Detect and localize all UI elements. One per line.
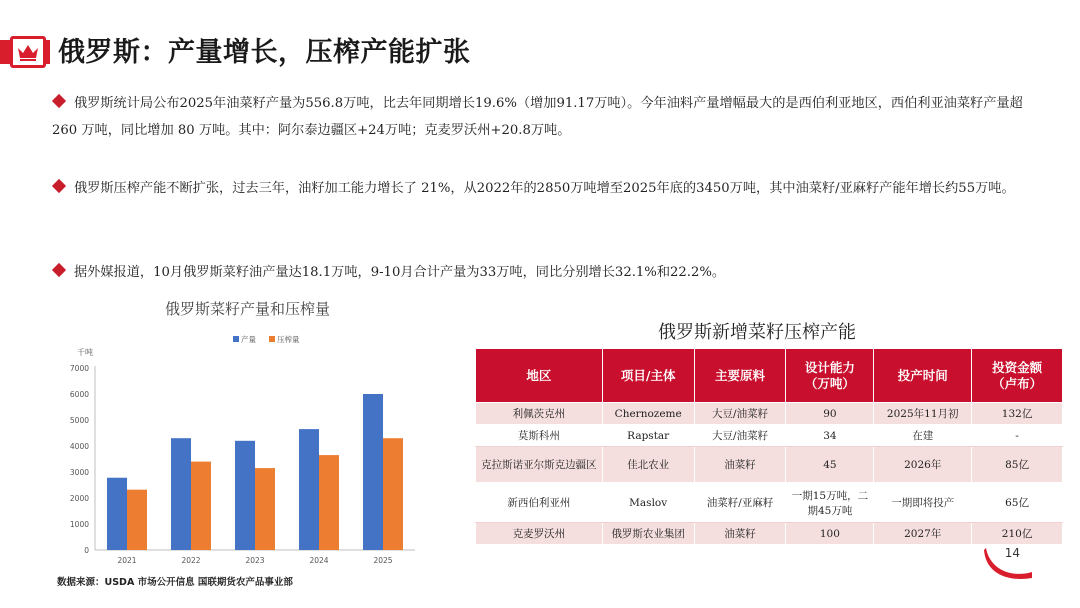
table-header-row	[476, 349, 1063, 403]
table-header-cell: 地区	[476, 349, 603, 403]
table-cell: 佳北农业	[602, 447, 694, 483]
table-row	[476, 523, 1063, 545]
bar-产量-2024	[299, 429, 319, 550]
table-cell: 俄罗斯农业集团	[602, 523, 694, 545]
table-row	[476, 483, 1063, 523]
y-tick-label: 7000	[69, 364, 89, 373]
bar-chart	[55, 328, 435, 568]
bullet-2-text: 俄罗斯压榨产能不断扩张，过去三年，油籽加工能力增长了 21%，从2022年的2850万吨增至2025年底的3450万吨，其中油菜籽/亚麻籽产能年增长约55万吨。	[74, 181, 1015, 196]
y-tick-label: 3000	[69, 468, 89, 477]
legend-label: 压榨量	[277, 335, 300, 344]
bullet-2	[52, 175, 1042, 202]
y-tick-label: 6000	[69, 390, 89, 399]
legend-swatch	[269, 336, 275, 342]
table-cell: 新西伯利亚州	[476, 483, 603, 523]
bar-压榨量-2023	[255, 468, 275, 550]
table-header-cell: 主要原料	[694, 349, 786, 403]
bar-产量-2023	[235, 441, 255, 550]
y-tick-label: 1000	[69, 520, 89, 529]
diamond-bullet-icon	[52, 94, 66, 108]
table-row	[476, 447, 1063, 483]
bar-产量-2021	[107, 478, 127, 550]
table-header-cell: 项目/主体	[602, 349, 694, 403]
y-tick-label: 2000	[69, 494, 89, 503]
table-cell: 克拉斯诺亚尔斯克边疆区	[476, 447, 603, 483]
page-number: 14	[1004, 546, 1020, 560]
table-cell: 85亿	[972, 447, 1063, 483]
diamond-bullet-icon	[52, 179, 66, 193]
table-cell: 132亿	[972, 403, 1063, 425]
bar-产量-2025	[363, 394, 383, 550]
x-tick-label: 2021	[117, 556, 137, 565]
y-tick-label: 4000	[69, 442, 89, 451]
x-tick-label: 2025	[373, 556, 393, 565]
x-tick-label: 2023	[245, 556, 265, 565]
table-cell: Chernozeme	[602, 403, 694, 425]
table-cell: 210亿	[972, 523, 1063, 545]
table-title: 俄罗斯新增菜籽压榨产能	[658, 322, 856, 343]
chart-title: 俄罗斯菜籽产量和压榨量	[165, 300, 331, 318]
y-tick-label: 0	[84, 546, 89, 555]
table-cell: Rapstar	[602, 425, 694, 447]
table-cell: 莫斯科州	[476, 425, 603, 447]
page-number-badge	[982, 544, 1034, 580]
x-tick-label: 2022	[181, 556, 201, 565]
table-row	[476, 403, 1063, 425]
bullet-3-text: 据外媒报道，10月俄罗斯菜籽油产量达18.1万吨，9-10月合计产量为33万吨，同比分别增长32.1%和22.2%。	[74, 265, 726, 280]
y-unit-label: 千吨	[77, 348, 93, 357]
table-cell: 利佩茨克州	[476, 403, 603, 425]
crown-logo-icon	[10, 36, 46, 68]
bar-压榨量-2024	[319, 455, 339, 550]
table-cell: 90	[786, 403, 874, 425]
table-cell: 大豆/油菜籽	[694, 403, 786, 425]
table-cell: 一期即将投产	[874, 483, 972, 523]
bar-压榨量-2021	[127, 490, 147, 550]
source-note: 数据来源：USDA 市场公开信息 国联期货农产品事业部	[57, 577, 293, 588]
table-cell: 2026年	[874, 447, 972, 483]
x-tick-label: 2024	[309, 556, 329, 565]
table-row	[476, 425, 1063, 447]
diamond-bullet-icon	[52, 263, 66, 277]
table-cell: 油菜籽	[694, 523, 786, 545]
y-tick-label: 5000	[69, 416, 89, 425]
table-cell: 2025年11月初	[874, 403, 972, 425]
table-cell: 100	[786, 523, 874, 545]
bullet-3	[52, 259, 1042, 286]
table-cell: Maslov	[602, 483, 694, 523]
capacity-table	[475, 348, 1063, 545]
table-cell: 45	[786, 447, 874, 483]
table-header-cell: 设计能力 （万吨）	[786, 349, 874, 403]
page-title: 俄罗斯：产量增长，压榨产能扩张	[58, 37, 471, 68]
legend-swatch	[233, 336, 239, 342]
table-cell: 2027年	[874, 523, 972, 545]
table-cell: 在建	[874, 425, 972, 447]
bar-压榨量-2022	[191, 462, 211, 550]
legend-label: 产量	[241, 335, 256, 344]
table-cell: 克麦罗沃州	[476, 523, 603, 545]
table-cell: 油菜籽/亚麻籽	[694, 483, 786, 523]
table-cell: 大豆/油菜籽	[694, 425, 786, 447]
bullet-1	[52, 90, 1042, 144]
table-cell: 65亿	[972, 483, 1063, 523]
bar-产量-2022	[171, 438, 191, 550]
bar-压榨量-2025	[383, 438, 403, 550]
table-cell: -	[972, 425, 1063, 447]
table-header-cell: 投资金额 （卢布）	[972, 349, 1063, 403]
bullet-1-text: 俄罗斯统计局公布2025年油菜籽产量为556.8万吨，比去年同期增长19.6%（增加91.17万吨）。今年油料产量增幅最大的是西伯利亚地区，西伯利亚油菜籽产量超 260 万吨，同比增加 80 万吨。其中：阿尔泰边疆区+24万吨；克麦罗沃州+20.8万吨。	[52, 96, 1023, 138]
table-cell: 一期15万吨，二期45万吨	[786, 483, 874, 523]
table-cell: 油菜籽	[694, 447, 786, 483]
table-header-cell: 投产时间	[874, 349, 972, 403]
table-cell: 34	[786, 425, 874, 447]
